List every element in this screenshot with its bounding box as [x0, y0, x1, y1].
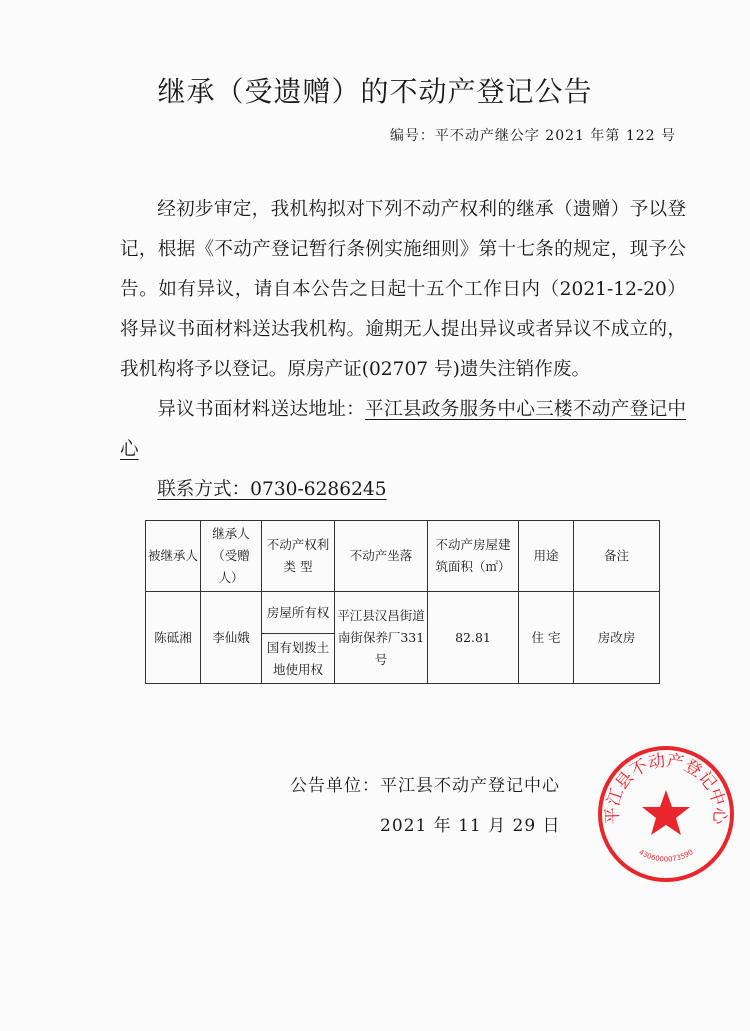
svg-text:4306000073590 [637, 848, 694, 863]
contact-label: 联系方式： [157, 479, 251, 500]
signature-block [0, 744, 750, 904]
official-seal-icon [596, 744, 736, 884]
decedent-cell: 陈砥湘 [146, 592, 201, 684]
header-cell: 不动产权利类 型 [262, 521, 335, 592]
header-cell: 继承人（受赠人） [201, 521, 262, 592]
contact-value: 0730-6286245 [250, 479, 387, 500]
header-cell: 备注 [574, 521, 660, 592]
location-cell: 平江县汉昌街道南街保养厂331号 [335, 592, 428, 684]
header-cell: 被继承人 [146, 521, 201, 592]
star-icon [642, 790, 690, 835]
contact-line [120, 470, 686, 510]
address-label: 异议书面材料送达地址： [157, 399, 366, 420]
area-cell: 82.81 [428, 592, 519, 684]
use-cell: 住 宅 [519, 592, 574, 684]
reference-number: 编号：平不动产继公字 2021 年第 122 号 [389, 128, 676, 144]
address-line [120, 390, 686, 470]
page-title: 继承（受遗赠）的不动产登记公告 [157, 75, 593, 108]
header-cell: 不动产房屋建筑面积（㎡） [428, 521, 519, 592]
property-table [145, 520, 660, 684]
header-cell: 不动产坐落 [335, 521, 428, 592]
address-value: 平江县政务服务中心三楼不动产登记中心 [120, 399, 686, 460]
right-type-cell: 国有划拨土地使用权 [262, 634, 335, 684]
note-cell: 房改房 [574, 592, 660, 684]
issuer-signature: 公告单位：平江县不动产登记中心 [290, 776, 560, 796]
table-header-row [146, 521, 660, 592]
seal-number: 4306000073590 [637, 848, 695, 864]
header-cell: 用途 [519, 521, 574, 592]
heir-cell: 李仙娥 [201, 592, 262, 684]
notice-body [120, 190, 686, 510]
seal-text: 平江县不动产登记中心 [602, 750, 730, 825]
issue-date: 2021 年 11 月 29 日 [380, 816, 561, 836]
table-row [146, 592, 660, 634]
right-type-cell: 房屋所有权 [262, 592, 335, 634]
notice-paragraph: 经初步审定，我机构拟对下列不动产权利的继承（遗赠）予以登记，根据《不动产登记暂行条例实施细则》第十七条的规定，现予公告。如有异议，请自本公告之日起十五个工作日内（2021-12-20）将异议书面材料送达我机构。逾期无人提出异议或者异议不成立的，我机构将予以登记。原房产证(02707 号)遗失注销作废。 [120, 199, 686, 380]
